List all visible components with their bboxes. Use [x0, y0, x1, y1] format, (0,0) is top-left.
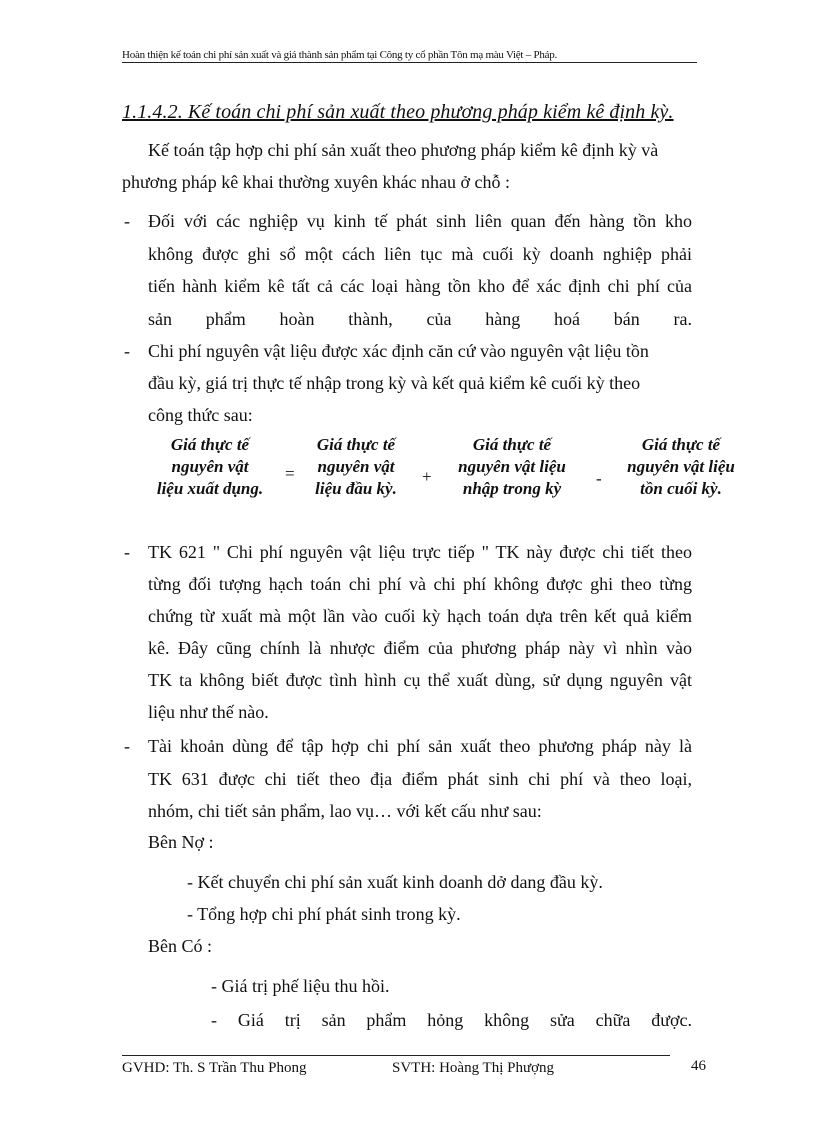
formula-term-4-line-3: tồn cuối kỳ.: [640, 479, 722, 498]
formula-term-purchased-cost: [447, 434, 577, 500]
formula-minus: -: [596, 469, 602, 488]
bullet-1-line-4: sản phẩm hoàn thành, của hàng hoá bán ra.: [148, 309, 692, 329]
formula-term-opening-cost: [300, 434, 412, 500]
formula-term-closing-cost: [614, 434, 748, 500]
formula-term-issued-cost: [148, 434, 272, 500]
bullet-3-line-3: chứng từ xuất mà một lần vào cuối kỳ hạch toán dựa trên kết quả kiểm: [148, 606, 692, 626]
footer-rule: [122, 1055, 670, 1056]
bullet-1-line-2: không được ghi sổ một cách liên tục mà cuối kỳ doanh nghiệp phải: [148, 244, 692, 264]
bullet-3-line-1: TK 621 " Chi phí nguyên vật liệu trực tiếp " TK này được chi tiết theo: [148, 542, 692, 562]
credit-label: Bên Có :: [148, 936, 213, 956]
bullet-3-marker: -: [124, 542, 130, 562]
debit-label: Bên Nợ :: [148, 832, 214, 852]
debit-item-2: - Tổng hợp chi phí phát sinh trong kỳ.: [187, 904, 461, 924]
credit-item-2: - Giá trị sản phẩm hỏng không sửa chữa được.: [211, 1010, 692, 1030]
bullet-4-line-1: Tài khoản dùng để tập hợp chi phí sản xuất theo phương pháp này là: [148, 736, 692, 756]
bullet-3-line-5: TK ta không biết được tình hình cụ thể xuất dùng, sử dụng nguyên vật: [148, 670, 692, 690]
formula-term-3-line-1: Giá thực tế: [472, 435, 552, 454]
formula-term-1-line-1: Giá thực tế: [170, 435, 250, 454]
debit-item-1: - Kết chuyển chi phí sản xuất kinh doanh dở dang đầu kỳ.: [187, 872, 603, 892]
bullet-3-line-2: từng đối tượng hạch toán chi phí và chi phí không được ghi theo từng: [148, 574, 692, 594]
bullet-1-line-1: Đối với các nghiệp vụ kinh tế phát sinh liên quan đến hàng tồn kho: [148, 211, 692, 231]
formula-term-1-line-3: liệu xuất dụng.: [156, 479, 264, 498]
bullet-4-line-3: nhóm, chi tiết sản phẩm, lao vụ… với kết cấu như sau:: [148, 801, 542, 821]
formula-equals: =: [285, 464, 295, 483]
bullet-2-line-1: Chi phí nguyên vật liệu được xác định căn cứ vào nguyên vật liệu tồn: [148, 341, 649, 361]
bullet-4-marker: -: [124, 736, 130, 756]
bullet-3-line-4: kê. Đây cũng chính là nhược điểm của phương pháp này vì nhìn vào: [148, 638, 692, 658]
bullet-4-line-2: TK 631 được chi tiết theo địa điểm phát sinh chi phí và theo loại,: [148, 769, 692, 789]
formula-term-3-line-2: nguyên vật liệu: [458, 457, 566, 476]
intro-line-2: phương pháp kê khai thường xuyên khác nhau ở chỗ :: [122, 172, 510, 192]
formula-term-2-line-1: Giá thực tế: [316, 435, 396, 454]
bullet-1-marker: -: [124, 211, 130, 231]
bullet-3-line-6: liệu như thế nào.: [148, 702, 269, 722]
footer-supervisor: GVHD: Th. S Trần Thu Phong: [122, 1060, 307, 1076]
section-title: 1.1.4.2. Kế toán chi phí sản xuất theo phương pháp kiểm kê định kỳ.: [122, 101, 674, 123]
bullet-2-line-2: đầu kỳ, giá trị thực tế nhập trong kỳ và kết quả kiểm kê cuối kỳ theo: [148, 373, 641, 393]
formula-term-2-line-3: liệu đầu kỳ.: [315, 479, 397, 498]
credit-item-1: - Giá trị phế liệu thu hồi.: [211, 976, 390, 996]
page-number: 46: [691, 1058, 706, 1074]
bullet-1-line-3: tiến hành kiểm kê tất cả các loại hàng tồn kho để xác định chi phí của: [148, 276, 692, 296]
formula-term-2-line-2: nguyên vật: [317, 457, 395, 476]
formula-term-4-line-1: Giá thực tế: [641, 435, 721, 454]
header-rule: [122, 62, 697, 63]
footer-student: SVTH: Hoàng Thị Phượng: [392, 1060, 555, 1076]
formula-term-1-line-2: nguyên vật: [171, 457, 249, 476]
bullet-2-line-3: công thức sau:: [148, 405, 253, 425]
formula-plus: +: [422, 467, 432, 486]
formula-term-4-line-2: nguyên vật liệu: [627, 457, 735, 476]
running-header: Hoàn thiện kế toán chi phí sản xuất và giá thành sản phẩm tại Công ty cổ phần Tôn mạ màu Việt – Pháp.: [122, 49, 557, 61]
intro-line-1: Kế toán tập hợp chi phí sản xuất theo phương pháp kiểm kê định kỳ và: [148, 140, 659, 160]
formula-term-3-line-3: nhập trong kỳ: [462, 479, 562, 498]
bullet-2-marker: -: [124, 341, 130, 361]
